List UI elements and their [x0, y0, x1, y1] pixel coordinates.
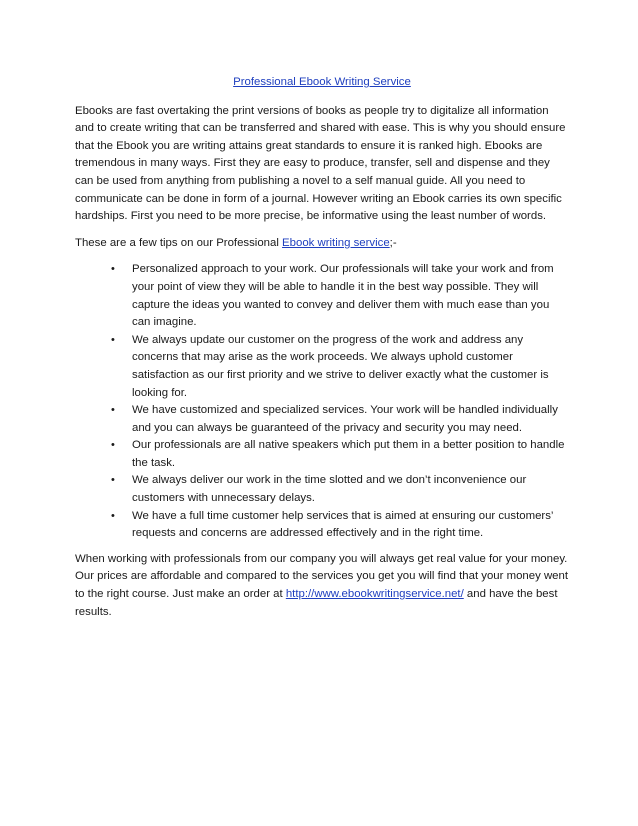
tip-text: We have a full time customer help services that is aimed at ensuring our customers’ requests and concerns are addressed effectively and in the right time.: [132, 509, 554, 540]
website-link[interactable]: http://www.ebookwritingservice.net/: [285, 588, 464, 601]
title-link[interactable]: Professional Ebook Writing Service: [233, 76, 411, 88]
tips-lead-suffix: ;-: [389, 236, 397, 249]
document-page: [75, 74, 569, 630]
intro-paragraph: Ebooks are fast overtaking the print versions of books as people try to digitalize all information and to create writing that can be transferred and shared with ease. This is why you should ensure that the Ebook you are writing attains great standards to ensure it is ranked high. Ebooks are tremendous in many ways. First they are easy to produce, transfer, sell and dispense and they can be used from anything from publishing a novel to a self manual guide. All you need to communicate can be done in form of a journal. However writing an Ebook carries its own specific hardships. First you need to be more precise, be informative using the least number of words.: [75, 104, 566, 223]
closing-paragraph: [75, 551, 569, 621]
list-item: [111, 402, 569, 437]
tips-lead-text: These are a few tips on our Professional: [75, 236, 283, 249]
tips-lead-paragraph: [75, 235, 569, 253]
document-title: [75, 74, 569, 92]
tip-text: We always update our customer on the progress of the work and address any concerns that may arise as the work proceeds. We always uphold customer satisfaction as our first priority and we strive to deliver exactly what the customer is looking for.: [132, 333, 549, 399]
list-item: [111, 472, 569, 507]
disc-bullet-icon: •: [111, 263, 115, 276]
list-item: [111, 437, 569, 472]
disc-bullet-icon: •: [111, 509, 115, 522]
tip-text: Our professionals are all native speakers which put them in a better position to handle the task.: [132, 439, 565, 469]
list-item: [111, 508, 569, 543]
disc-bullet-icon: •: [111, 333, 115, 346]
tip-text: We have customized and specialized services. Your work will be handled individually and you can always be guaranteed of the privacy and security you may need.: [132, 404, 558, 434]
closing-suffix: and have the best results.: [75, 588, 558, 618]
disc-bullet-icon: •: [111, 439, 115, 452]
disc-bullet-icon: •: [111, 404, 115, 417]
list-item: [111, 261, 569, 331]
ebook-writing-service-link[interactable]: Ebook writing service: [282, 236, 390, 249]
tips-list: [75, 261, 569, 543]
list-item: [111, 332, 569, 402]
disc-bullet-icon: •: [111, 474, 115, 487]
closing-text: When working with professionals from our company you will always get real value for your money. Our prices are affordable and compared to the services you get you will find that your money went to the right course. Just make an order at: [75, 552, 569, 601]
tip-text: We always deliver our work in the time slotted and we don’t inconvenience our customers with unnecessary delays.: [132, 474, 527, 505]
tip-text: Personalized approach to your work. Our professionals will take your work and from your point of view they will be able to handle it in the best way possible. They will capture the ideas you wanted to convey and deliver them with much ease than you can imagine.: [132, 263, 554, 329]
